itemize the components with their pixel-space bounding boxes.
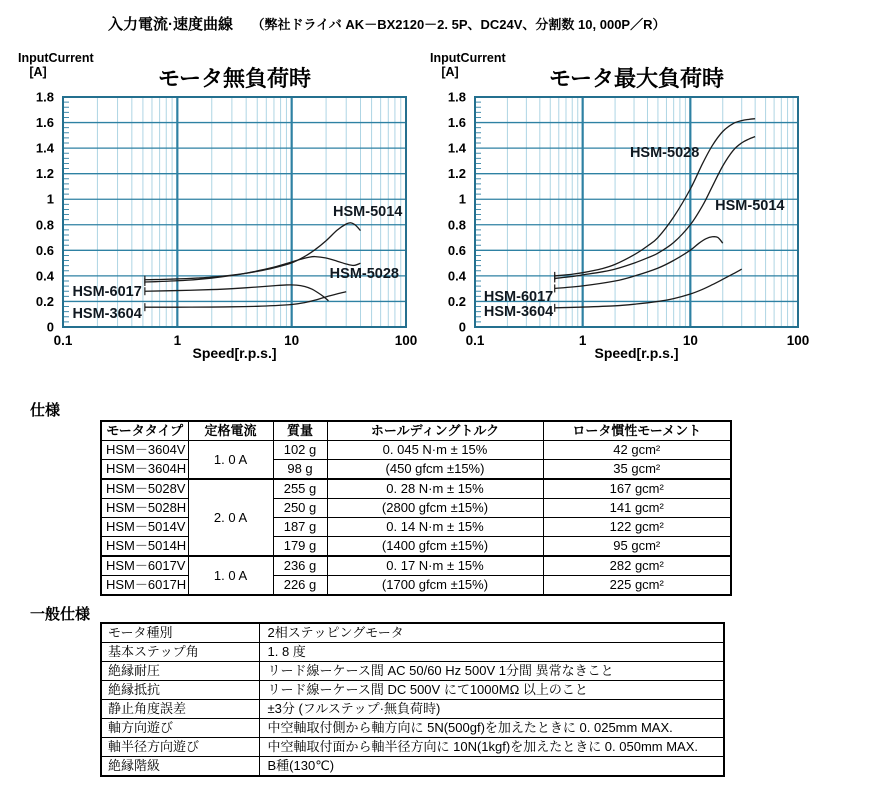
table-row — [101, 719, 724, 738]
cell-spec-label: 基本ステップ角 — [101, 643, 259, 662]
cell-mass: 179 g — [273, 537, 327, 557]
y-tick-label: 0.8 — [447, 217, 466, 233]
x-tick-label: 1 — [578, 333, 587, 348]
cell-torque: 0. 14 N·m ± 15% — [327, 518, 543, 537]
curve-HSM-3604 — [145, 292, 346, 307]
y-axis-unit: [A] — [29, 65, 47, 79]
y-tick-label: 1.8 — [35, 89, 54, 105]
cell-rated-current: 1. 0 A — [188, 556, 273, 595]
cell-spec-value: 中空軸取付側から軸方向に 5N(500gf)を加えたときに 0. 025mm MAX. — [259, 719, 724, 738]
general-spec-table — [100, 622, 725, 777]
cell-rated-current: 2. 0 A — [188, 479, 273, 556]
cell-spec-label: 軸方向遊び — [101, 719, 259, 738]
cell-spec-value: 中空軸取付面から軸半径方向に 10N(1kgf)を加えたときに 0. 050mm MAX. — [259, 738, 724, 757]
y-axis-unit: [A] — [441, 65, 459, 79]
cell-torque: 0. 28 N·m ± 15% — [327, 479, 543, 499]
y-axis-label: InputCurrent — [430, 51, 506, 65]
cell-inertia: 35 gcm² — [543, 460, 731, 480]
x-tick-label: 0.1 — [465, 333, 485, 348]
cell-inertia: 282 gcm² — [543, 556, 731, 576]
y-tick-label: 1 — [46, 191, 54, 207]
series-label: HSM-3604 — [72, 306, 142, 323]
table-row — [101, 556, 731, 576]
section-heading-general: 一般仕様 — [30, 606, 91, 623]
x-tick-label: 0.1 — [53, 333, 73, 348]
cell-inertia: 95 gcm² — [543, 537, 731, 557]
column-header: ホールディングトルク — [327, 421, 543, 441]
cell-model: HSM－5028V — [101, 479, 188, 499]
chart-title: モータ無負荷時 — [157, 66, 312, 91]
cell-mass: 250 g — [273, 499, 327, 518]
cell-spec-label: 静止角度誤差 — [101, 700, 259, 719]
cell-spec-value: ±3分 (フルステップ·無負荷時) — [259, 700, 724, 719]
cell-mass: 102 g — [273, 441, 327, 460]
y-tick-label: 1.2 — [35, 166, 54, 182]
y-tick-label: 0.2 — [447, 293, 466, 309]
cell-model: HSM－6017H — [101, 576, 188, 596]
section-heading-spec: 仕様 — [30, 402, 61, 419]
y-tick-label: 0.4 — [35, 268, 54, 284]
spec-header-row — [101, 421, 731, 441]
cell-spec-value: リード線ーケース間 DC 500V にて1000MΩ 以上のこと — [259, 681, 724, 700]
cell-torque: (1400 gfcm ±15%) — [327, 537, 543, 557]
cell-torque: 0. 17 N·m ± 15% — [327, 556, 543, 576]
cell-rated-current: 1. 0 A — [188, 441, 273, 480]
doc-title-main: 入力電流·速度曲線 — [108, 16, 233, 33]
cell-mass: 255 g — [273, 479, 327, 499]
cell-spec-label: 絶縁抵抗 — [101, 681, 259, 700]
cell-mass: 226 g — [273, 576, 327, 596]
table-row — [101, 757, 724, 777]
cell-model: HSM－5014H — [101, 537, 188, 557]
cell-torque: (450 gfcm ±15%) — [327, 460, 543, 480]
table-row — [101, 681, 724, 700]
cell-inertia: 167 gcm² — [543, 479, 731, 499]
x-tick-label: 100 — [786, 333, 810, 348]
y-tick-label: 1.6 — [447, 115, 466, 131]
doc-title-note: （弊社ドライバ AK－BX2120－2. 5P、DC24V、分割数 10, 000P／R） — [251, 17, 666, 32]
table-row — [101, 479, 731, 499]
column-header: ロータ慣性モーメント — [543, 421, 731, 441]
cell-inertia: 225 gcm² — [543, 576, 731, 596]
cell-model: HSM－3604V — [101, 441, 188, 460]
cell-inertia: 141 gcm² — [543, 499, 731, 518]
column-header: 質量 — [273, 421, 327, 441]
cell-mass: 236 g — [273, 556, 327, 576]
table-row — [101, 441, 731, 460]
x-tick-label: 100 — [394, 333, 418, 348]
series-label: HSM-6017 — [483, 289, 554, 306]
series-label: HSM-5028 — [329, 265, 399, 282]
table-row — [101, 738, 724, 757]
x-axis-label: Speed[r.p.s.] — [192, 345, 277, 361]
cell-torque: 0. 045 N·m ± 15% — [327, 441, 543, 460]
y-tick-label: 0.6 — [447, 242, 466, 258]
series-label: HSM-5028 — [629, 145, 700, 162]
y-tick-label: 1 — [458, 191, 466, 207]
y-axis-label: InputCurrent — [18, 51, 94, 65]
x-tick-label: 10 — [284, 333, 300, 348]
y-tick-label: 0 — [46, 319, 54, 335]
y-tick-label: 0.8 — [35, 217, 54, 233]
y-tick-label: 1.8 — [447, 89, 466, 105]
y-tick-label: 0 — [458, 319, 466, 335]
series-label: HSM-5014 — [715, 198, 785, 215]
y-tick-label: 1.4 — [447, 140, 466, 156]
cell-spec-label: 絶縁耐圧 — [101, 662, 259, 681]
y-tick-label: 0.6 — [35, 242, 54, 258]
x-axis-label: Speed[r.p.s.] — [594, 345, 679, 361]
cell-model: HSM－5028H — [101, 499, 188, 518]
cell-spec-label: 絶縁階級 — [101, 757, 259, 777]
x-tick-label: 10 — [682, 333, 698, 348]
cell-inertia: 122 gcm² — [543, 518, 731, 537]
chart-title: モータ最大負荷時 — [548, 66, 725, 91]
cell-spec-label: モータ種別 — [101, 623, 259, 643]
cell-model: HSM－5014V — [101, 518, 188, 537]
y-tick-label: 1.6 — [35, 115, 54, 131]
cell-spec-value: B種(130℃) — [259, 757, 724, 777]
series-label: HSM-6017 — [72, 284, 142, 301]
table-row — [101, 662, 724, 681]
spec-table — [100, 420, 732, 596]
cell-spec-value: リード線ーケース間 AC 50/60 Hz 500V 1分間 異常なきこと — [259, 662, 724, 681]
y-tick-label: 0.4 — [447, 268, 466, 284]
table-row — [101, 643, 724, 662]
cell-mass: 187 g — [273, 518, 327, 537]
cell-spec-value: 1. 8 度 — [259, 643, 724, 662]
column-header: モータタイプ — [101, 421, 188, 441]
curve-HSM-6017 — [555, 237, 723, 289]
series-label: HSM-5014 — [333, 203, 403, 220]
table-row — [101, 623, 724, 643]
series-label: HSM-3604 — [483, 304, 554, 321]
cell-inertia: 42 gcm² — [543, 441, 731, 460]
cell-spec-label: 軸半径方向遊び — [101, 738, 259, 757]
cell-torque: (1700 gfcm ±15%) — [327, 576, 543, 596]
x-tick-label: 1 — [173, 333, 182, 348]
cell-model: HSM－6017V — [101, 556, 188, 576]
cell-model: HSM－3604H — [101, 460, 188, 480]
table-row — [101, 700, 724, 719]
cell-spec-value: 2相ステッピングモータ — [259, 623, 724, 643]
y-tick-label: 1.2 — [447, 166, 466, 182]
cell-mass: 98 g — [273, 460, 327, 480]
column-header: 定格電流 — [188, 421, 273, 441]
y-tick-label: 1.4 — [35, 140, 54, 156]
y-tick-label: 0.2 — [35, 293, 54, 309]
cell-torque: (2800 gfcm ±15%) — [327, 499, 543, 518]
